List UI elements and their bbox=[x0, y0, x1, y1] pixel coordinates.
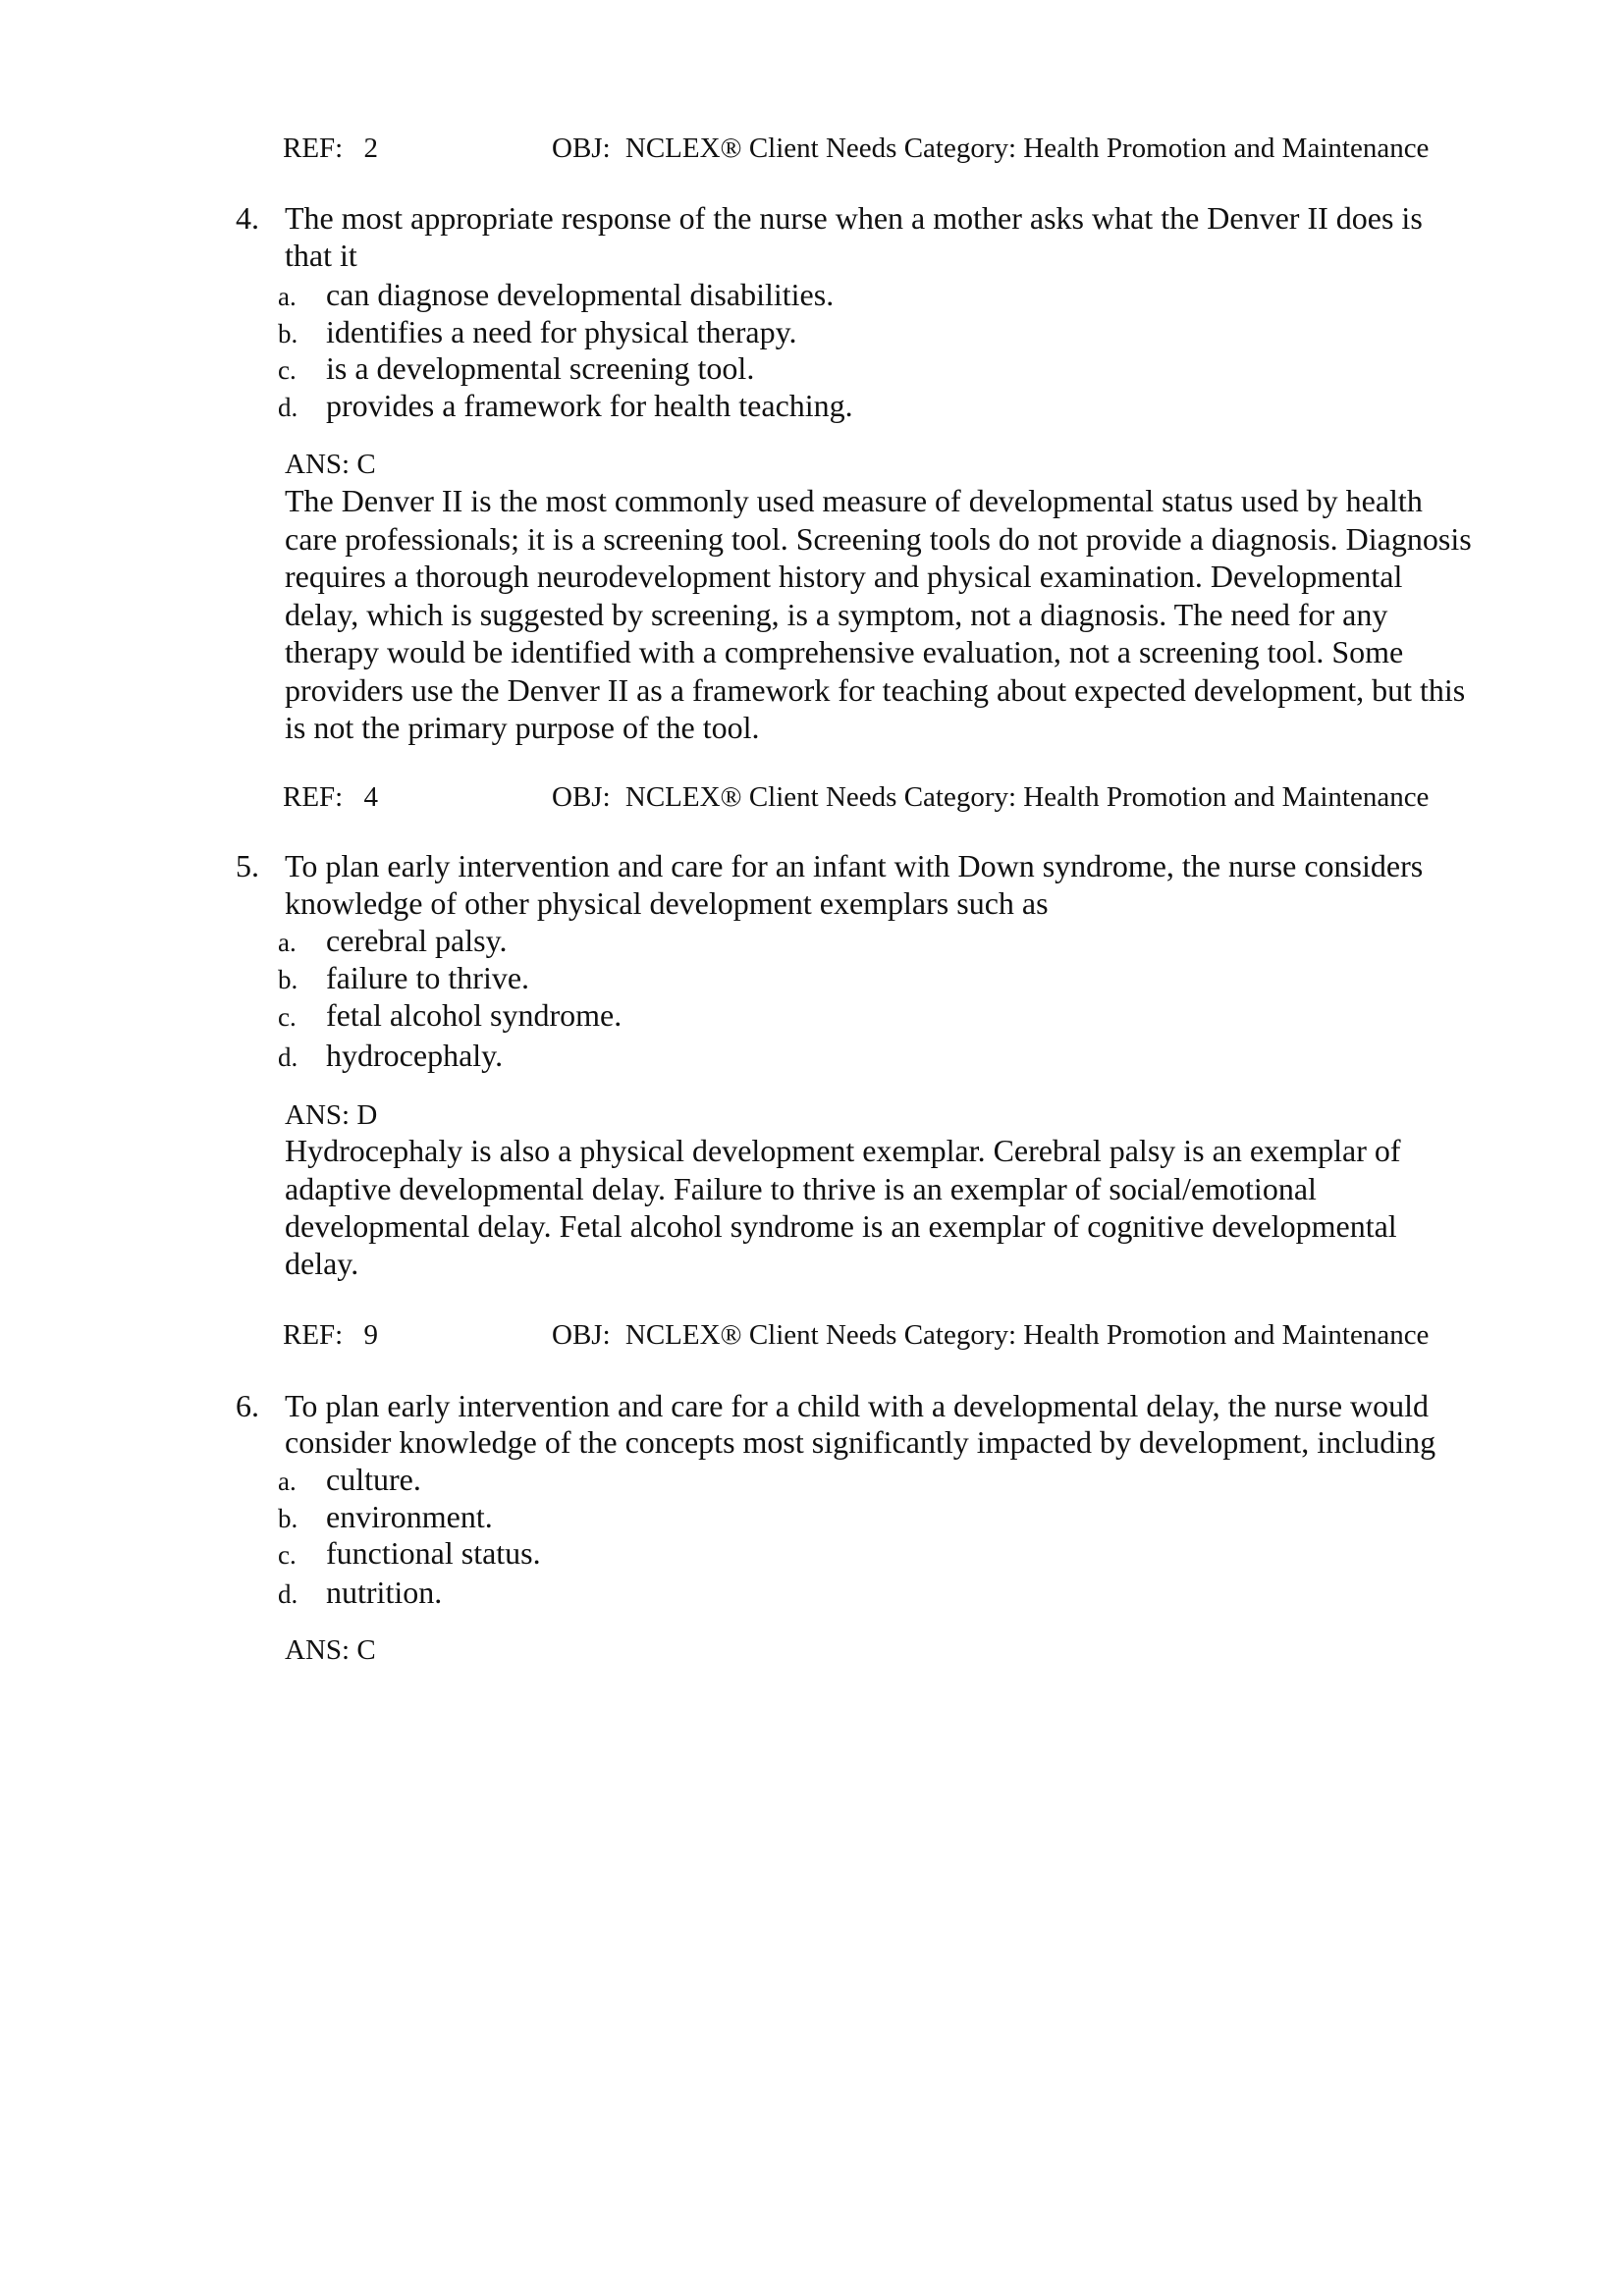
option-letter: c. bbox=[278, 1540, 297, 1570]
option-letter: d. bbox=[278, 393, 298, 422]
obj-label: OBJ: bbox=[552, 781, 611, 813]
obj-line bbox=[552, 1321, 1429, 1350]
question-number: 6. bbox=[236, 1388, 259, 1423]
option-letter: a. bbox=[278, 928, 297, 957]
rationale-line: adaptive developmental delay. Failure to thrive is an exemplar of social/emotional bbox=[285, 1171, 1317, 1206]
obj-line-top bbox=[552, 134, 1429, 163]
obj-value: NCLEX® Client Needs Category: Health Promotion and Maintenance bbox=[624, 133, 1430, 164]
question-stem-line: knowledge of other physical development exemplars such as bbox=[285, 885, 1049, 921]
option-letter: b. bbox=[278, 965, 298, 994]
question-number: 5. bbox=[236, 848, 259, 883]
option-text: fetal alcohol syndrome. bbox=[326, 997, 623, 1033]
ref-line-top bbox=[283, 134, 378, 163]
option-text: cerebral palsy. bbox=[326, 923, 508, 958]
option-letter: c. bbox=[278, 1002, 297, 1032]
question-stem-line: The most appropriate response of the nurse when a mother asks what the Denver II does is bbox=[285, 200, 1423, 236]
rationale-line: developmental delay. Fetal alcohol syndrome is an exemplar of cognitive developmental bbox=[285, 1208, 1397, 1244]
ref-label: REF: bbox=[283, 781, 344, 813]
rationale-line: Hydrocephaly is also a physical development exemplar. Cerebral palsy is an exemplar of bbox=[285, 1133, 1401, 1168]
answer-key: ANS: D bbox=[285, 1099, 378, 1131]
option-text: environment. bbox=[326, 1499, 493, 1534]
question-stem-line: that it bbox=[285, 238, 357, 273]
answer-key: ANS: C bbox=[285, 1634, 376, 1666]
rationale-line: providers use the Denver II as a framework for teaching about expected development, but this bbox=[285, 672, 1466, 708]
rationale-line: is not the primary purpose of the tool. bbox=[285, 710, 760, 745]
rationale-line: therapy would be identified with a comprehensive evaluation, not a screening tool. Some bbox=[285, 634, 1404, 669]
option-text: can diagnose developmental disabilities. bbox=[326, 277, 835, 312]
obj-line bbox=[552, 783, 1429, 812]
option-text: identifies a need for physical therapy. bbox=[326, 314, 797, 349]
option-letter: c. bbox=[278, 355, 297, 385]
option-text: provides a framework for health teaching. bbox=[326, 388, 853, 423]
rationale-line: delay. bbox=[285, 1246, 359, 1281]
question-stem-line: consider knowledge of the concepts most significantly impacted by development, including bbox=[285, 1424, 1436, 1460]
ref-value: 2 bbox=[363, 133, 378, 164]
obj-value: NCLEX® Client Needs Category: Health Promotion and Maintenance bbox=[624, 1319, 1430, 1351]
question-stem-line: To plan early intervention and care for an infant with Down syndrome, the nurse considers bbox=[285, 848, 1424, 883]
rationale-line: requires a thorough neurodevelopment history and physical examination. Developmental bbox=[285, 559, 1403, 594]
option-letter: b. bbox=[278, 1504, 298, 1533]
option-letter: a. bbox=[278, 1467, 297, 1496]
ref-label: REF: bbox=[283, 133, 344, 164]
ref-line bbox=[283, 783, 378, 812]
ref-label: REF: bbox=[283, 1319, 344, 1351]
obj-label: OBJ: bbox=[552, 1319, 611, 1351]
option-text: is a developmental screening tool. bbox=[326, 350, 755, 386]
ref-value: 4 bbox=[363, 781, 378, 813]
option-letter: d. bbox=[278, 1042, 298, 1072]
rationale-line: The Denver II is the most commonly used measure of developmental status used by health bbox=[285, 483, 1423, 518]
question-stem-line: To plan early intervention and care for a child with a developmental delay, the nurse would bbox=[285, 1388, 1430, 1423]
option-text: culture. bbox=[326, 1462, 421, 1497]
option-letter: d. bbox=[278, 1579, 298, 1609]
option-text: hydrocephaly. bbox=[326, 1038, 504, 1073]
ref-line bbox=[283, 1321, 378, 1350]
option-text: nutrition. bbox=[326, 1575, 443, 1610]
ref-value: 9 bbox=[363, 1319, 378, 1351]
rationale-line: delay, which is suggested by screening, is a symptom, not a diagnosis. The need for any bbox=[285, 597, 1388, 632]
option-letter: a. bbox=[278, 282, 297, 311]
answer-key: ANS: C bbox=[285, 449, 376, 480]
obj-label: OBJ: bbox=[552, 133, 611, 164]
question-number: 4. bbox=[236, 200, 259, 236]
rationale-line: care professionals; it is a screening tool. Screening tools do not provide a diagnosis. Diagnosis bbox=[285, 521, 1472, 557]
option-text: failure to thrive. bbox=[326, 960, 530, 995]
option-letter: b. bbox=[278, 319, 298, 348]
option-text: functional status. bbox=[326, 1535, 541, 1571]
obj-value: NCLEX® Client Needs Category: Health Promotion and Maintenance bbox=[624, 781, 1430, 813]
